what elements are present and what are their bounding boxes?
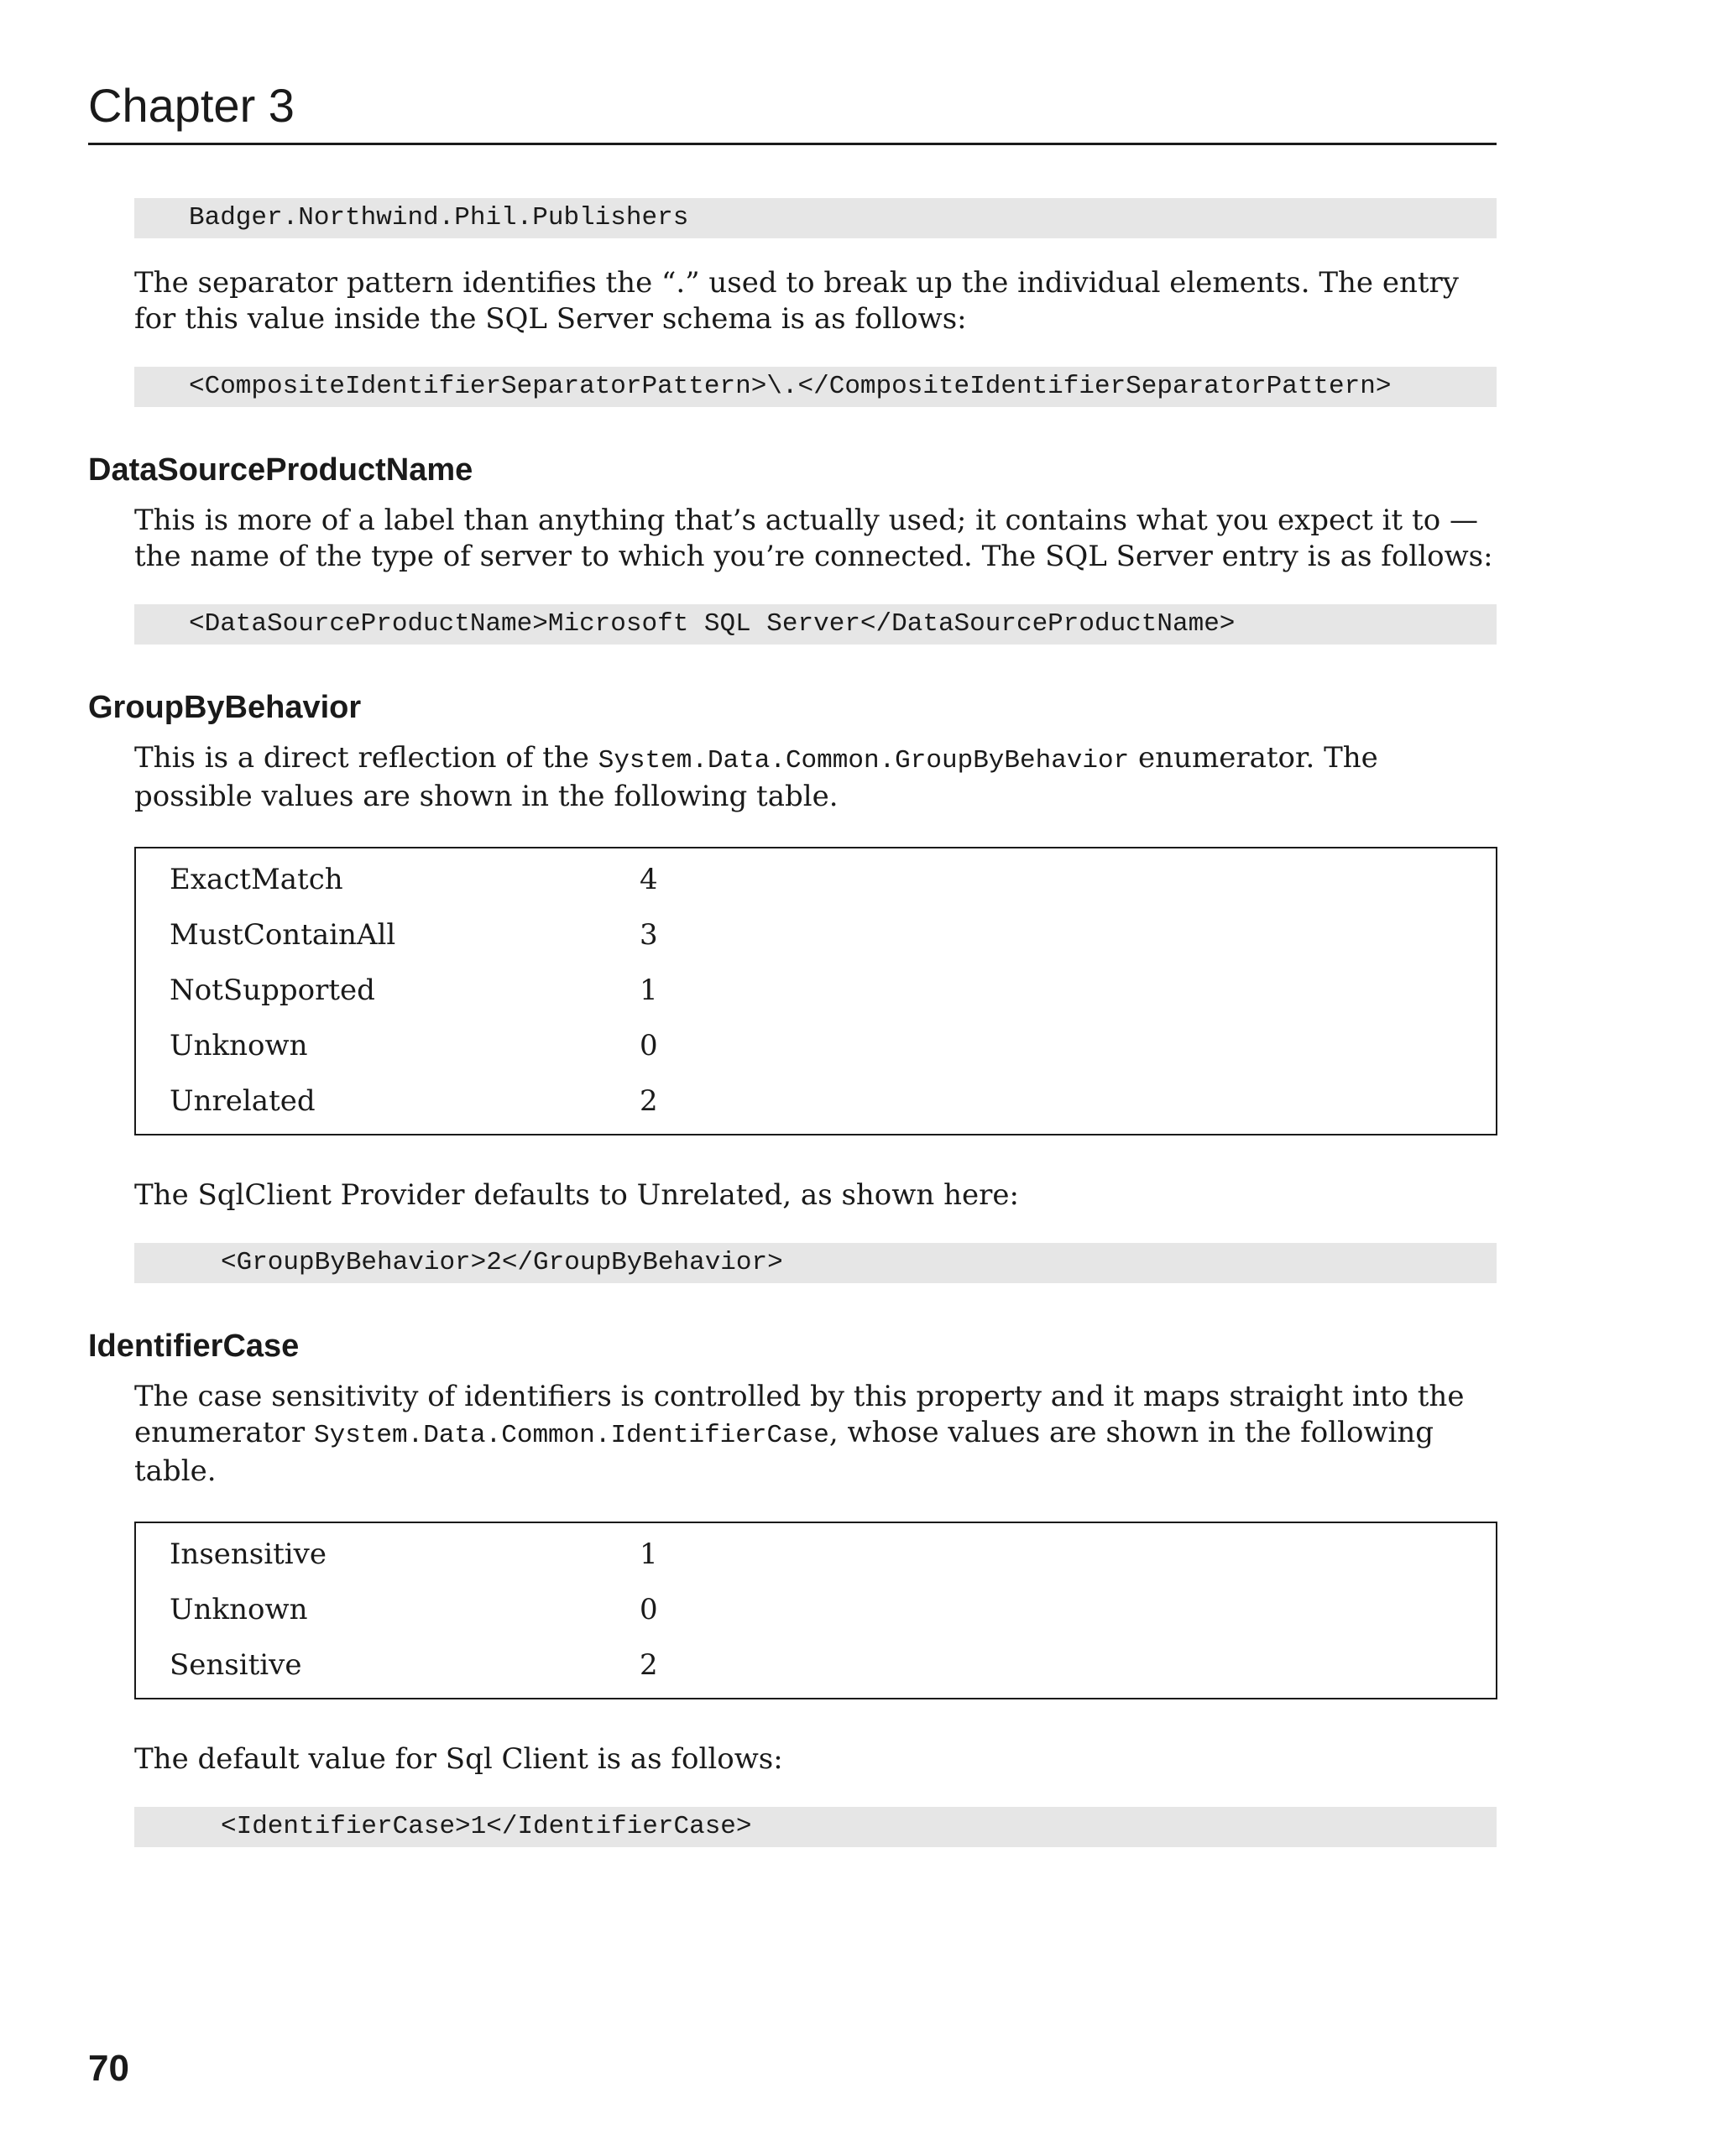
table-row	[135, 907, 1497, 963]
table-cell-name: Unrelated	[170, 1084, 316, 1118]
identifiercase-table	[134, 1522, 1497, 1699]
table-cell-name: MustContainAll	[170, 918, 396, 952]
heading-identifiercase: IdentifierCase	[88, 1329, 300, 1364]
table-cell-name: ExactMatch	[170, 863, 343, 896]
code-line: Badger.Northwind.Phil.Publishers	[134, 198, 1497, 238]
paragraph-identifiercase-default	[134, 1741, 1497, 1778]
paragraph-separator	[134, 265, 1497, 337]
chapter-heading: Chapter 3	[88, 79, 295, 132]
table-row	[135, 1582, 1497, 1637]
table-cell-name: NotSupported	[170, 974, 375, 1007]
table-identifiercase-wrap	[134, 1522, 1497, 1699]
table-cell-value: 4	[640, 863, 658, 896]
paragraph-identifiercase	[134, 1379, 1497, 1490]
code-block-datasourceproductname	[134, 604, 1497, 645]
paragraph-groupbybehavior	[134, 740, 1497, 815]
paragraph-datasourceproductname	[134, 503, 1497, 575]
code-block-identifiercase	[134, 1807, 1497, 1847]
heading-groupbybehavior: GroupByBehavior	[88, 690, 362, 725]
paragraph-text	[134, 740, 1497, 815]
table-cell-value: 0	[640, 1029, 658, 1062]
table-cell-name: Unknown	[170, 1029, 308, 1062]
code-block-separator-pattern	[134, 367, 1497, 407]
paragraph-text	[134, 1379, 1497, 1490]
table-cell-name: Unknown	[170, 1593, 308, 1626]
code-block-publishers	[134, 198, 1497, 238]
paragraph-text-end: enumerator. The possible values are shown in the following table.	[134, 741, 1378, 813]
table-row	[135, 848, 1497, 907]
table-groupbybehavior-wrap	[134, 847, 1497, 1135]
table-row	[135, 1073, 1497, 1135]
page-number: 70	[88, 2048, 129, 2089]
inline-code: System.Data.Common.IdentifierCase	[314, 1421, 829, 1450]
table-row	[135, 963, 1497, 1018]
paragraph-text-end: , whose values are shown in the following table.	[134, 1416, 1434, 1488]
table-row	[135, 1637, 1497, 1699]
paragraph-text: The separator pattern identifies the “.” used to break up the individual elements. The entry for this value inside the SQL Server schema is as follows:	[134, 266, 1459, 336]
table-row	[135, 1522, 1497, 1582]
code-line: <GroupByBehavior>2</GroupByBehavior>	[134, 1243, 1497, 1283]
code-line: <IdentifierCase>1</IdentifierCase>	[134, 1807, 1497, 1847]
code-line: <DataSourceProductName>Microsoft SQL Server</DataSourceProductName>	[134, 604, 1497, 645]
table-cell-value: 1	[640, 974, 658, 1007]
table-cell-name: Sensitive	[170, 1648, 302, 1682]
header-rule	[88, 143, 1497, 145]
code-line: <CompositeIdentifierSeparatorPattern>\.</CompositeIdentifierSeparatorPattern>	[134, 367, 1497, 407]
table-cell-value: 3	[640, 918, 658, 952]
inline-code: System.Data.Common.GroupByBehavior	[598, 746, 1130, 775]
table-row	[135, 1018, 1497, 1073]
table-cell-value: 0	[640, 1593, 658, 1626]
table-cell-value: 2	[640, 1084, 658, 1118]
paragraph-text: This is more of a label than anything that’s actually used; it contains what you expect it to — the name of the type of server to which you’re connected. The SQL Server entry is as follows:	[134, 504, 1493, 573]
paragraph-text: The default value for Sql Client is as follows:	[134, 1742, 783, 1776]
code-block-groupbybehavior	[134, 1243, 1497, 1283]
paragraph-text-start: The case sensitivity of identifiers is controlled by this property and it maps straight into the enumerator	[134, 1380, 1465, 1449]
table-cell-name: Insensitive	[170, 1537, 327, 1571]
groupbybehavior-table	[134, 847, 1497, 1135]
paragraph-text-start: This is a direct reflection of the	[134, 741, 598, 775]
table-cell-value: 2	[640, 1648, 658, 1682]
table-cell-value: 1	[640, 1537, 658, 1571]
paragraph-sqlclient-default	[134, 1177, 1497, 1214]
paragraph-text: The SqlClient Provider defaults to Unrelated, as shown here:	[134, 1178, 1019, 1212]
page-content	[88, 198, 1497, 1847]
heading-datasourceproductname: DataSourceProductName	[88, 452, 473, 488]
